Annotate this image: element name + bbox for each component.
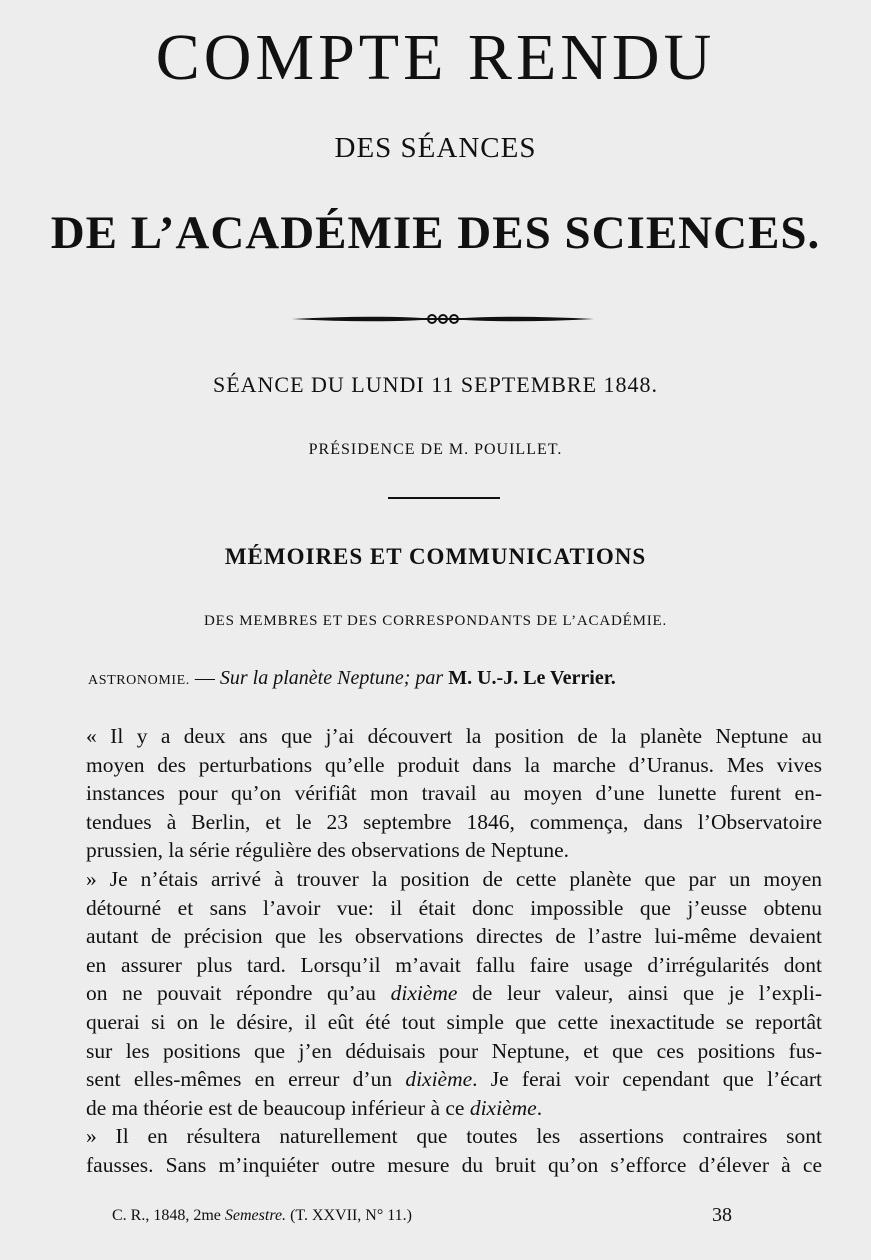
footer-citation: [112, 1204, 412, 1228]
body-line: de ma théorie est de beaucoup inférieur à ce dixième.: [86, 1095, 543, 1120]
body-line: « Il y a deux ans que j’ai découvert la position de la planète Neptune au: [86, 724, 822, 748]
body-line: » Il en résultera naturellement que toutes les assertions contraires sont: [86, 1124, 822, 1149]
ornament-divider-icon: [292, 308, 594, 330]
journal-subtitle: DES SÉANCES: [334, 132, 537, 164]
page-number: 38: [712, 1204, 732, 1226]
emphasis-word: dixième: [405, 1067, 473, 1092]
body-line: moyen des perturbations qu’elle produit dans la marche d’Uranus. Mes vives: [86, 752, 822, 777]
article-dash: —: [194, 667, 215, 689]
body-line: en assurer plus tard. Lorsqu’il m’avait fallu faire usage d’irrégularités dont: [86, 952, 822, 977]
article-body: [86, 722, 822, 1180]
body-line: sur les positions que j’en déduisais pour Neptune, et que ces positions fus-: [86, 1038, 822, 1063]
citation-semestre: Semestre.: [224, 1207, 287, 1224]
article-author: M. U.-J. Le Verrier.: [448, 667, 616, 689]
session-presidence: PRÉSIDENCE DE M. POUILLET.: [308, 441, 563, 458]
emphasis-word: dixième: [390, 981, 458, 1006]
body-line: tendues à Berlin, et le 23 septembre 1846, commença, dans l’Observatoire: [86, 809, 822, 834]
body-line: autant de précision que les observations directes de l’astre lui-même devaient: [86, 924, 822, 949]
article-by: par: [415, 667, 444, 689]
citation-prefix: C. R., 1848, 2me: [112, 1207, 221, 1224]
academy-title: DE L’ACADÉMIE DES SCIENCES.: [50, 207, 821, 259]
body-line: prussien, la série régulière des observations de Neptune.: [86, 838, 569, 863]
section-rule: [388, 497, 500, 499]
article-heading: [88, 663, 808, 696]
section-heading: MÉMOIRES ET COMMUNICATIONS: [224, 544, 647, 569]
body-line: sent elles-mêmes en erreur d’un dixième. Je ferai voir cependant que l’écart: [86, 1067, 822, 1092]
body-line: querai si on le désire, il eût été tout simple que cette inexactitude se reportât: [86, 1009, 822, 1034]
body-line: on ne pouvait répondre qu’au dixième de leur valeur, ainsi que je l’expli-: [86, 981, 823, 1006]
emphasis-word: dixième: [469, 1095, 537, 1120]
body-line: fausses. Sans m’inquiéter outre mesure du bruit qu’on s’efforce d’élever à ce: [86, 1152, 822, 1177]
article-category: ASTRONOMIE.: [88, 673, 190, 688]
session-date: SÉANCE DU LUNDI 11 SEPTEMBRE 1848.: [212, 372, 659, 397]
body-line: » Je n’étais arrivé à trouver la position de cette planète que par un moyen: [86, 866, 822, 891]
journal-title: COMPTE RENDU: [155, 21, 716, 94]
body-line: instances pour qu’on vérifiât mon travail au moyen d’une lunette furent en-: [86, 781, 822, 806]
section-subheading: DES MEMBRES ET DES CORRESPONDANTS DE L’ACADÉMIE.: [203, 613, 668, 629]
article-title: Sur la planète Neptune;: [219, 667, 411, 689]
body-line: détourné et sans l’avoir vue: il était donc impossible que j’eusse obtenu: [86, 895, 822, 920]
citation-volume: (T. XXVII, N° 11.): [290, 1207, 412, 1224]
